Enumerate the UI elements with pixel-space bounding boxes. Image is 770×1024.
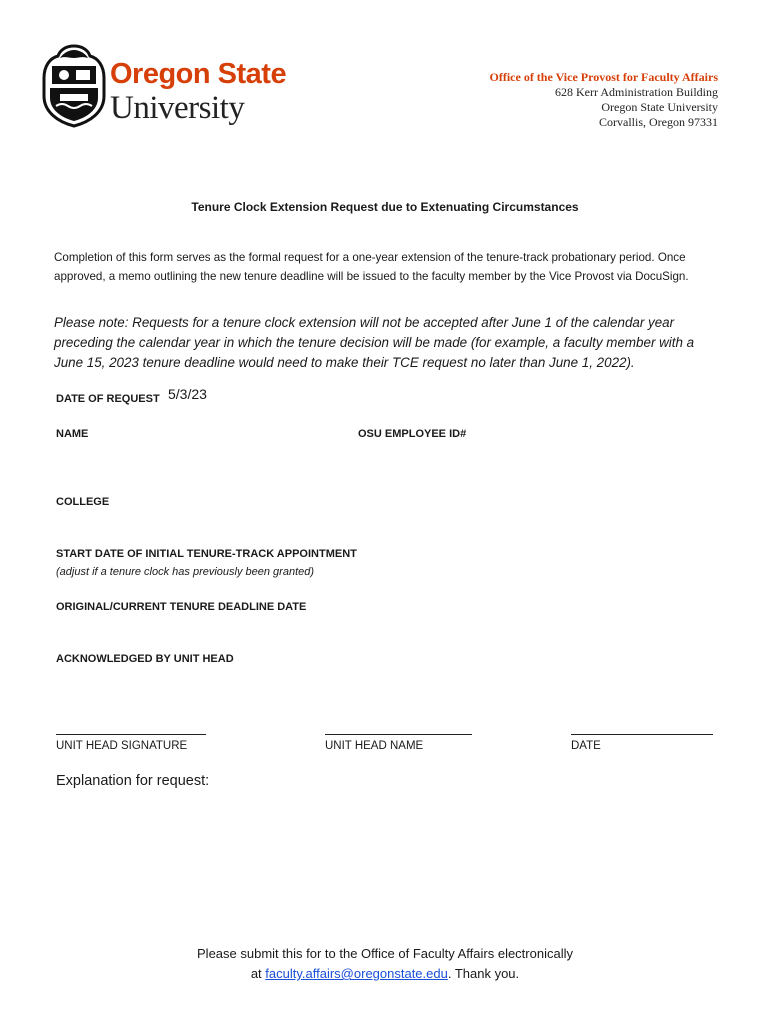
beaver-seal-icon: [42, 44, 106, 128]
unit-head-name-line[interactable]: [325, 734, 472, 735]
address-line-1: 628 Kerr Administration Building: [555, 85, 718, 99]
deadline-note: Please note: Requests for a tenure clock extension will not be accepted after June 1 of the calendar year preceding the calendar year in which the tenure decision will be made (for example, a faculty member with a June 15, 2023 tenure deadline would need to make their TCE request no later than June 1, 2022).: [54, 315, 695, 370]
unit-head-signature-label: UNIT HEAD SIGNATURE: [56, 740, 188, 752]
college-label: COLLEGE: [56, 496, 110, 508]
explanation-field[interactable]: [56, 798, 716, 928]
submission-instructions: [0, 944, 770, 984]
date-of-request-label: DATE OF REQUEST: [56, 393, 160, 405]
date-of-request-field[interactable]: 5/3/23: [168, 386, 207, 402]
start-date-sublabel: (adjust if a tenure clock has previously been granted): [56, 566, 315, 578]
name-field[interactable]: [110, 424, 340, 442]
signature-line[interactable]: [56, 734, 206, 735]
employee-id-label: OSU EMPLOYEE ID#: [358, 428, 467, 440]
brand-name-bottom: University: [110, 90, 245, 126]
form-title: Tenure Clock Extension Request due to Extenuating Circumstances: [191, 200, 579, 214]
employee-id-field[interactable]: [480, 424, 710, 442]
explanation-label: Explanation for request:: [56, 773, 210, 789]
osu-logo: [42, 44, 302, 130]
email-link[interactable]: faculty.affairs@oregonstate.edu: [265, 966, 448, 981]
unit-head-name-label: UNIT HEAD NAME: [325, 740, 424, 752]
name-label: NAME: [56, 428, 89, 440]
footer-prefix: at: [250, 966, 266, 981]
college-field[interactable]: [120, 492, 710, 510]
acknowledged-label: ACKNOWLEDGED BY UNIT HEAD: [56, 653, 234, 665]
start-date-field[interactable]: [380, 544, 710, 562]
start-date-label: START DATE OF INITIAL TENURE-TRACK APPOINTMENT: [56, 548, 357, 560]
footer-line-1: Please submit this for to the Office of Faculty Affairs electronically: [197, 946, 573, 961]
date-line[interactable]: [571, 734, 713, 735]
footer-line-2: [0, 964, 770, 984]
tenure-deadline-field[interactable]: [325, 597, 710, 615]
footer-suffix: . Thank you.: [447, 966, 520, 981]
tenure-deadline-label: ORIGINAL/CURRENT TENURE DEADLINE DATE: [56, 601, 307, 613]
intro-paragraph: Completion of this form serves as the formal request for a one-year extension of the tenure-track probationary period. Once approved, a memo outlining the new tenure deadline will be issued to the faculty member by the Vice Provost via DocuSign.: [54, 251, 689, 283]
office-name: Office of the Vice Provost for Faculty Affairs: [489, 70, 718, 84]
address-line-3: Corvallis, Oregon 97331: [599, 115, 718, 129]
date-label: DATE: [571, 740, 601, 752]
office-address: [490, 70, 719, 130]
address-line-2: Oregon State University: [601, 100, 718, 114]
brand-name-top: Oregon State: [110, 58, 287, 90]
